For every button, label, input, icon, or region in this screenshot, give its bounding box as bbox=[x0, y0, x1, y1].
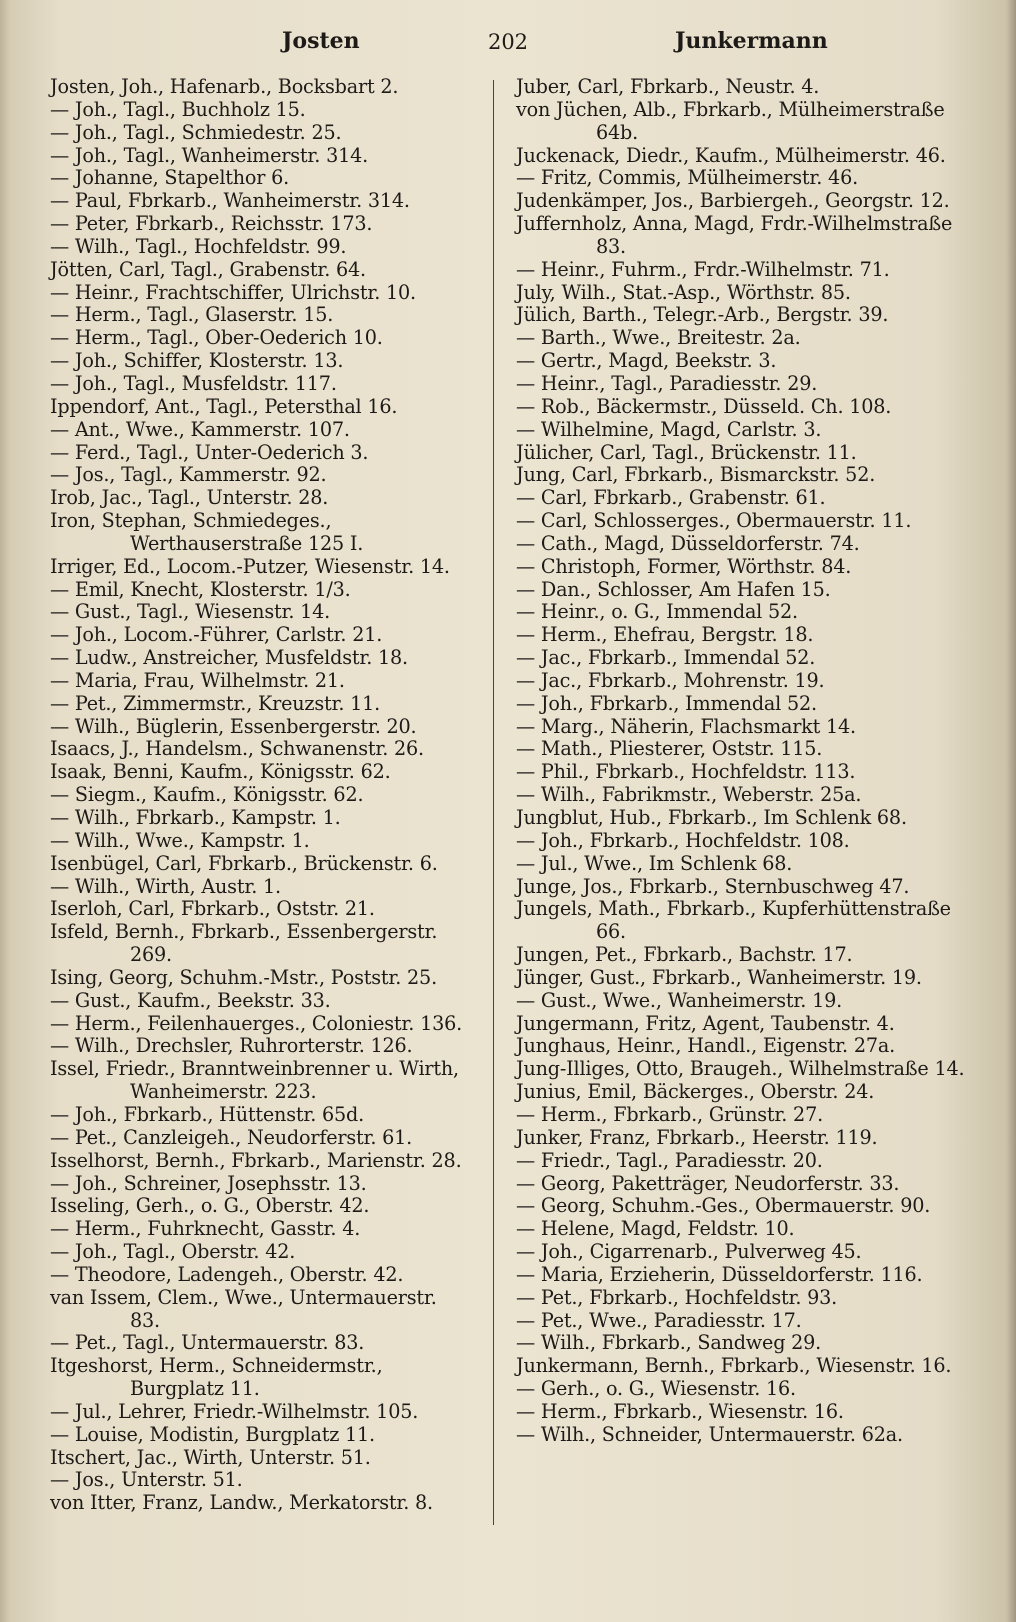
directory-entry: — Wilh., Fabrikmstr., Weberstr. 25a. bbox=[516, 783, 862, 807]
directory-entry: — Herm., Ehefrau, Bergstr. 18. bbox=[516, 623, 814, 647]
directory-entry: Irriger, Ed., Locom.-Putzer, Wiesenstr. 14. bbox=[50, 554, 450, 578]
directory-entry: Josten, Joh., Hafenarb., Bocksbart 2. bbox=[50, 75, 399, 98]
directory-entry: — Pet., Tagl., Untermauerstr. 83. bbox=[50, 1331, 365, 1355]
directory-entry: Isfeld, Bernh., Fbrkarb., Essenbergerstr. 269. bbox=[50, 920, 438, 967]
directory-entry: — Joh., Locom.-Führer, Carlstr. 21. bbox=[50, 623, 383, 647]
directory-entry: Jung, Carl, Fbrkarb., Bismarckstr. 52. bbox=[516, 463, 876, 487]
directory-entry: — Theodore, Ladengeh., Oberstr. 42. bbox=[50, 1262, 404, 1286]
directory-entry: Isaak, Benni, Kaufm., Königsstr. 62. bbox=[50, 760, 391, 784]
directory-entry: — Joh., Schiffer, Klosterstr. 13. bbox=[50, 349, 344, 373]
directory-entry: Junghaus, Heinr., Handl., Eigenstr. 27a. bbox=[516, 1034, 895, 1058]
directory-entry: — Joh., Fbrkarb., Hochfeldstr. 108. bbox=[516, 828, 850, 852]
directory-entry: — Joh., Tagl., Buchholz 15. bbox=[50, 97, 306, 121]
directory-entry: — Ant., Wwe., Kammerstr. 107. bbox=[50, 417, 350, 441]
directory-entry: Junge, Jos., Fbrkarb., Sternbuschweg 47. bbox=[516, 874, 910, 898]
directory-entry: — Siegm., Kaufm., Königsstr. 62. bbox=[50, 783, 364, 807]
directory-entry: Iserloh, Carl, Fbrkarb., Oststr. 21. bbox=[50, 897, 375, 921]
header-last-name: Junkermann bbox=[675, 28, 828, 54]
directory-entry: Jülich, Barth., Telegr.-Arb., Bergstr. 39. bbox=[516, 303, 889, 327]
directory-entry: — Wilh., Büglerin, Essenbergerstr. 20. bbox=[50, 714, 417, 738]
directory-entry: — Phil., Fbrkarb., Hochfeldstr. 113. bbox=[516, 760, 856, 784]
directory-entry: Isaacs, J., Handelsm., Schwanenstr. 26. bbox=[50, 737, 424, 761]
directory-entry: — Jul., Lehrer, Friedr.-Wilhelmstr. 105. bbox=[50, 1399, 419, 1423]
directory-entry: — Joh., Tagl., Schmiedestr. 25. bbox=[50, 120, 342, 144]
directory-entry: Issel, Friedr., Branntweinbrenner u. Wirth, Wanheimerstr. 223. bbox=[50, 1057, 459, 1104]
directory-entry: — Johanne, Stapelthor 6. bbox=[50, 166, 290, 190]
directory-entry: — Louise, Modistin, Burgplatz 11. bbox=[50, 1422, 375, 1446]
directory-entry: — Emil, Knecht, Klosterstr. 1/3. bbox=[50, 577, 351, 601]
directory-entry: — Herm., Tagl., Ober-Oederich 10. bbox=[50, 326, 383, 350]
directory-entry: — Paul, Fbrkarb., Wanheimerstr. 314. bbox=[50, 189, 410, 213]
directory-entry: — Maria, Frau, Wilhelmstr. 21. bbox=[50, 668, 345, 692]
directory-entry: — Wilh., Wirth, Austr. 1. bbox=[50, 874, 281, 898]
directory-entry: — Ferd., Tagl., Unter-Oederich 3. bbox=[50, 440, 369, 464]
directory-entry: Junkermann, Bernh., Fbrkarb., Wiesenstr. 16. bbox=[516, 1354, 952, 1378]
directory-entry: — Carl, Fbrkarb., Grabenstr. 61. bbox=[516, 486, 826, 510]
directory-entry: — Gust., Tagl., Wiesenstr. 14. bbox=[50, 600, 331, 624]
directory-entry: — Jac., Fbrkarb., Mohrenstr. 19. bbox=[516, 668, 825, 692]
directory-entry: — Jac., Fbrkarb., Immendal 52. bbox=[516, 646, 816, 670]
directory-entry: Isenbügel, Carl, Fbrkarb., Brückenstr. 6. bbox=[50, 851, 438, 875]
directory-entry: Jung-Illiges, Otto, Braugeh., Wilhelmstraße 14. bbox=[516, 1057, 965, 1081]
directory-entry: — Herm., Feilenhauerges., Coloniestr. 136. bbox=[50, 1011, 463, 1035]
directory-entry: Isselhorst, Bernh., Fbrkarb., Marienstr. 28. bbox=[50, 1148, 462, 1172]
directory-entry: Judenkämper, Jos., Barbiergeh., Georgstr. 12. bbox=[516, 189, 950, 213]
directory-entry: — Wilh., Fbrkarb., Kampstr. 1. bbox=[50, 806, 341, 829]
header-first-name: Josten bbox=[282, 28, 360, 54]
directory-entry: — Joh., Fbrkarb., Immendal 52. bbox=[516, 691, 817, 715]
page-edge-shadow-right bbox=[1006, 0, 1016, 1622]
directory-entry: — Herm., Tagl., Glaserstr. 15. bbox=[50, 303, 334, 327]
directory-entry: — Joh., Cigarrenarb., Pulverweg 45. bbox=[516, 1240, 862, 1264]
directory-entry: — Joh., Tagl., Wanheimerstr. 314. bbox=[50, 143, 369, 167]
directory-entry: Junius, Emil, Bäckerges., Oberstr. 24. bbox=[516, 1080, 875, 1104]
directory-entry: — Gust., Kaufm., Beekstr. 33. bbox=[50, 988, 331, 1012]
directory-entry: — Christoph, Former, Wörthstr. 84. bbox=[516, 554, 852, 578]
directory-entry: — Maria, Erzieherin, Düsseldorferstr. 116. bbox=[516, 1262, 923, 1286]
directory-entry: — Peter, Fbrkarb., Reichsstr. 173. bbox=[50, 212, 373, 236]
directory-entry: Jungels, Math., Fbrkarb., Kupferhüttenstraße 66. bbox=[516, 897, 951, 944]
directory-entry: — Gust., Wwe., Wanheimerstr. 19. bbox=[516, 988, 842, 1012]
directory-entry: — Wilh., Wwe., Kampstr. 1. bbox=[50, 828, 310, 852]
directory-entry: — Dan., Schlosser, Am Hafen 15. bbox=[516, 577, 831, 601]
directory-entry: Junker, Franz, Fbrkarb., Heerstr. 119. bbox=[516, 1125, 878, 1149]
directory-entry: — Rob., Bäckermstr., Düsseld. Ch. 108. bbox=[516, 394, 892, 418]
directory-entry: Itgeshorst, Herm., Schneidermstr., Burgplatz 11. bbox=[50, 1354, 383, 1401]
directory-entry: — Pet., Fbrkarb., Hochfeldstr. 93. bbox=[516, 1285, 838, 1309]
directory-entry: — Gerh., o. G., Wiesenstr. 16. bbox=[516, 1377, 796, 1401]
directory-entry: — Barth., Wwe., Breitestr. 2a. bbox=[516, 326, 801, 350]
directory-entry: — Joh., Tagl., Musfeldstr. 117. bbox=[50, 371, 337, 395]
directory-entry: — Math., Pliesterer, Oststr. 115. bbox=[516, 737, 823, 761]
directory-entry: Juffernholz, Anna, Magd, Frdr.-Wilhelmstraße 83. bbox=[516, 212, 953, 258]
directory-entry: Iron, Stephan, Schmiedeges., Werthauserstraße 125 I. bbox=[50, 509, 364, 555]
running-header bbox=[0, 28, 1016, 68]
directory-entry: Jungermann, Fritz, Agent, Taubenstr. 4. bbox=[516, 1011, 895, 1035]
page-edge-shadow-left bbox=[0, 0, 10, 1622]
directory-entry: — Herm., Fbrkarb., Grünstr. 27. bbox=[516, 1102, 823, 1126]
directory-entry: — Herm., Fuhrknecht, Gasstr. 4. bbox=[50, 1217, 361, 1241]
column-divider bbox=[493, 80, 494, 1525]
directory-entry: — Wilh., Drechsler, Ruhrorterstr. 126. bbox=[50, 1034, 413, 1058]
directory-entry: von Jüchen, Alb., Fbrkarb., Mülheimerstraße 64b. bbox=[516, 97, 945, 144]
directory-entry: — Jul., Wwe., Im Schlenk 68. bbox=[516, 851, 793, 875]
right-column bbox=[516, 76, 966, 1447]
directory-entry: — Herm., Fbrkarb., Wiesenstr. 16. bbox=[516, 1399, 844, 1423]
directory-entry: — Friedr., Tagl., Paradiesstr. 20. bbox=[516, 1148, 823, 1172]
directory-entry: — Georg, Paketträger, Neudorferstr. 33. bbox=[516, 1171, 900, 1195]
directory-entry: — Gertr., Magd, Beekstr. 3. bbox=[516, 349, 777, 373]
directory-entry: — Heinr., Frachtschiffer, Ulrichstr. 10. bbox=[50, 280, 416, 304]
directory-entry: — Fritz, Commis, Mülheimerstr. 46. bbox=[516, 166, 858, 190]
directory-entry: Ippendorf, Ant., Tagl., Petersthal 16. bbox=[50, 394, 398, 418]
directory-entry: — Jos., Tagl., Kammerstr. 92. bbox=[50, 463, 327, 487]
directory-entry: Ising, Georg, Schuhm.-Mstr., Poststr. 25. bbox=[50, 965, 437, 989]
directory-entry: Jungblut, Hub., Fbrkarb., Im Schlenk 68. bbox=[516, 806, 907, 829]
left-column bbox=[50, 76, 465, 1515]
directory-entry: — Joh., Schreiner, Josephsstr. 13. bbox=[50, 1171, 367, 1195]
directory-entry: — Wilh., Tagl., Hochfeldstr. 99. bbox=[50, 234, 347, 258]
directory-entry: Jungen, Pet., Fbrkarb., Bachstr. 17. bbox=[516, 943, 853, 967]
directory-entry: Jünger, Gust., Fbrkarb., Wanheimerstr. 19. bbox=[516, 965, 922, 989]
directory-entry: — Wilh., Fbrkarb., Sandweg 29. bbox=[516, 1331, 822, 1355]
directory-entry: — Pet., Wwe., Paradiesstr. 17. bbox=[516, 1308, 802, 1332]
directory-entry: Jülicher, Carl, Tagl., Brückenstr. 11. bbox=[516, 440, 857, 464]
directory-entry: Juber, Carl, Fbrkarb., Neustr. 4. bbox=[516, 75, 820, 98]
directory-entry: — Heinr., o. G., Immendal 52. bbox=[516, 600, 798, 624]
directory-entry: — Joh., Fbrkarb., Hüttenstr. 65d. bbox=[50, 1102, 365, 1126]
directory-entry: van Issem, Clem., Wwe., Untermauerstr. 83. bbox=[50, 1285, 437, 1332]
page-number: 202 bbox=[487, 30, 529, 54]
directory-entry: — Pet., Canzleigeh., Neudorferstr. 61. bbox=[50, 1125, 413, 1149]
directory-entry: Irob, Jac., Tagl., Unterstr. 28. bbox=[50, 486, 329, 510]
directory-entry: — Heinr., Tagl., Paradiesstr. 29. bbox=[516, 371, 818, 395]
directory-entry: — Jos., Unterstr. 51. bbox=[50, 1468, 243, 1492]
directory-entry: — Wilh., Schneider, Untermauerstr. 62a. bbox=[516, 1422, 903, 1446]
directory-entry: von Itter, Franz, Landw., Merkatorstr. 8. bbox=[50, 1491, 433, 1515]
directory-entry: — Pet., Zimmermstr., Kreuzstr. 11. bbox=[50, 691, 381, 715]
directory-entry: — Marg., Näherin, Flachsmarkt 14. bbox=[516, 714, 856, 738]
directory-entry: Itschert, Jac., Wirth, Unterstr. 51. bbox=[50, 1445, 371, 1469]
directory-entry: Jötten, Carl, Tagl., Grabenstr. 64. bbox=[50, 257, 366, 281]
directory-entry: Juckenack, Diedr., Kaufm., Mülheimerstr. 46. bbox=[516, 143, 946, 167]
directory-entry: — Helene, Magd, Feldstr. 10. bbox=[516, 1217, 795, 1241]
directory-entry: July, Wilh., Stat.-Asp., Wörthstr. 85. bbox=[516, 280, 851, 304]
directory-entry: — Carl, Schlosserges., Obermauerstr. 11. bbox=[516, 509, 912, 533]
directory-entry: — Heinr., Fuhrm., Frdr.-Wilhelmstr. 71. bbox=[516, 257, 890, 281]
directory-entry: — Cath., Magd, Düsseldorferstr. 74. bbox=[516, 531, 860, 555]
directory-entry: — Georg, Schuhm.-Ges., Obermauerstr. 90. bbox=[516, 1194, 931, 1218]
directory-entry: — Ludw., Anstreicher, Musfeldstr. 18. bbox=[50, 646, 408, 670]
directory-entry: Isseling, Gerh., o. G., Oberstr. 42. bbox=[50, 1194, 370, 1218]
directory-entry: — Wilhelmine, Magd, Carlstr. 3. bbox=[516, 417, 822, 441]
directory-entry: — Joh., Tagl., Oberstr. 42. bbox=[50, 1240, 296, 1264]
